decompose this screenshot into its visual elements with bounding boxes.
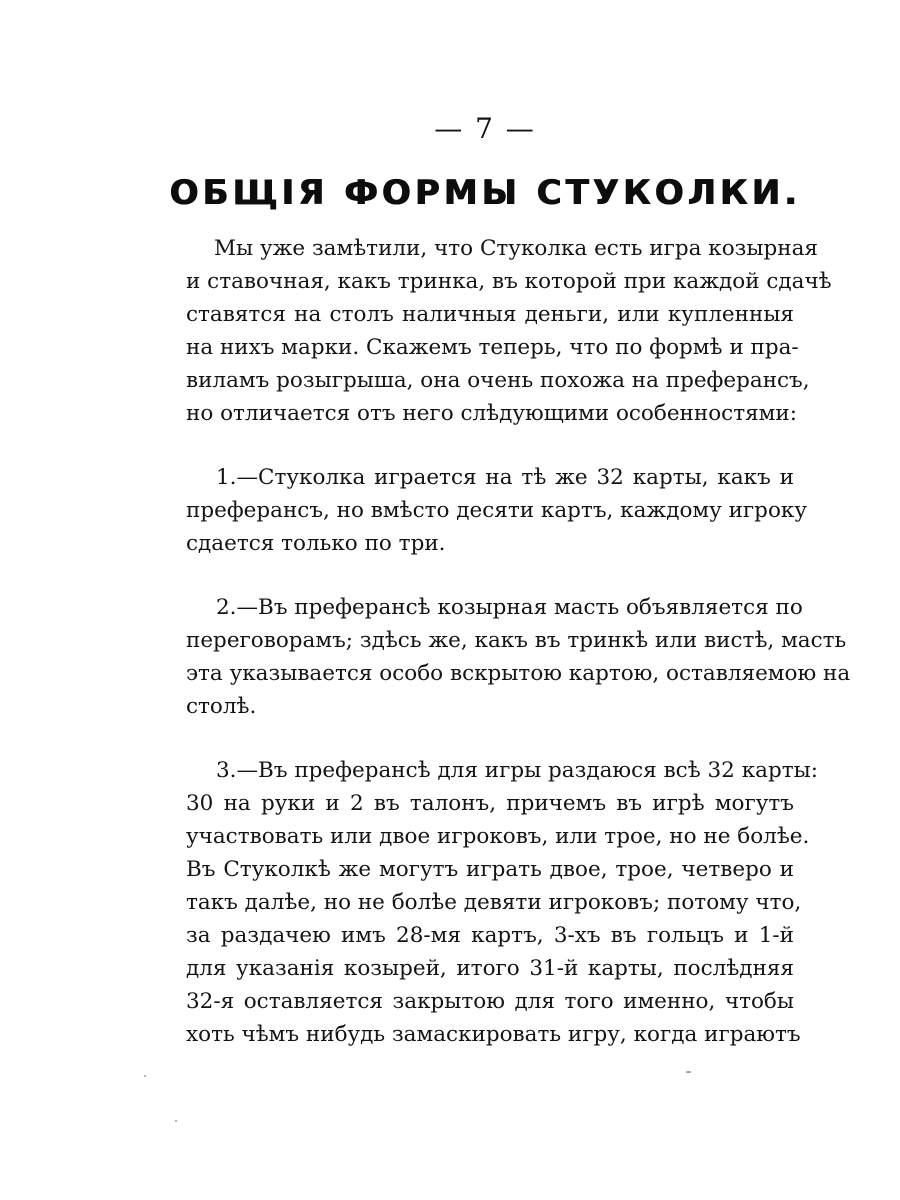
text-line: ставятся на столъ наличныя деньги, или купленныя (186, 302, 794, 327)
paragraph-point-2 (186, 591, 851, 723)
text-line: участвовать или двое игроковъ, или трое, но не болѣе. (186, 824, 810, 849)
text-line: виламъ розыгрыша, она очень похожа на преферансъ, (186, 368, 810, 393)
text-line: эта указывается особо вскрытою картою, оставляемою на (186, 661, 851, 686)
text-line: но отличается отъ него слѣдующими особенностями: (186, 401, 797, 426)
text-line: за раздачею имъ 28-мя картъ, 3-хъ въ гольцъ и 1-й (186, 923, 794, 948)
text-line: 1.—Стуколка играется на тѣ же 32 карты, какъ и (216, 465, 794, 490)
text-line: на нихъ марки. Скажемъ теперь, что по формѣ и пра- (186, 335, 799, 360)
text-line: Мы уже замѣтили, что Стуколка есть игра козырная (214, 236, 818, 261)
text-line: переговорамъ; здѣсь же, какъ въ тринкѣ или вистѣ, масть (186, 628, 847, 653)
text-line: 2.—Въ преферансѣ козырная масть объявляется по (216, 595, 803, 620)
text-line: хоть чѣмъ нибудь замаскировать игру, когда играютъ (186, 1022, 801, 1047)
paragraph-gap (186, 560, 794, 591)
page-number: — 7 — (434, 112, 536, 145)
print-speck (175, 1120, 177, 1122)
text-line: преферансъ, но вмѣсто десяти картъ, каждому игроку (186, 498, 807, 523)
print-speck (686, 1071, 691, 1073)
paragraph-intro (186, 232, 832, 430)
paragraph-gap (186, 723, 794, 754)
body-text (186, 232, 851, 1051)
paragraph-gap (186, 430, 794, 461)
paragraph-point-1 (186, 461, 807, 560)
text-line: Въ Стуколкѣ же могутъ играть двое, трое, четверо и (186, 857, 794, 882)
paragraph-point-3 (186, 754, 818, 1051)
text-line: такъ далѣе, но не болѣе девяти игроковъ; потому что, (186, 890, 802, 915)
print-speck (144, 1075, 146, 1077)
text-line: и ставочная, какъ тринка, въ которой при каждой сдачѣ (186, 269, 832, 294)
chapter-heading: ОБЩІЯ ФОРМЫ СТУКОЛКИ. (169, 173, 801, 213)
text-line: сдается только по три. (186, 531, 446, 556)
text-line: столѣ. (186, 694, 257, 719)
text-line: 30 на руки и 2 въ талонъ, причемъ въ игрѣ могутъ (186, 791, 794, 816)
text-line: 32-я оставляется закрытою для того именно, чтобы (186, 989, 794, 1014)
text-line: 3.—Въ преферансѣ для игры раздаюся всѣ 32 карты: (216, 758, 818, 783)
text-line: для указанія козырей, итого 31-й карты, послѣдняя (186, 956, 794, 981)
